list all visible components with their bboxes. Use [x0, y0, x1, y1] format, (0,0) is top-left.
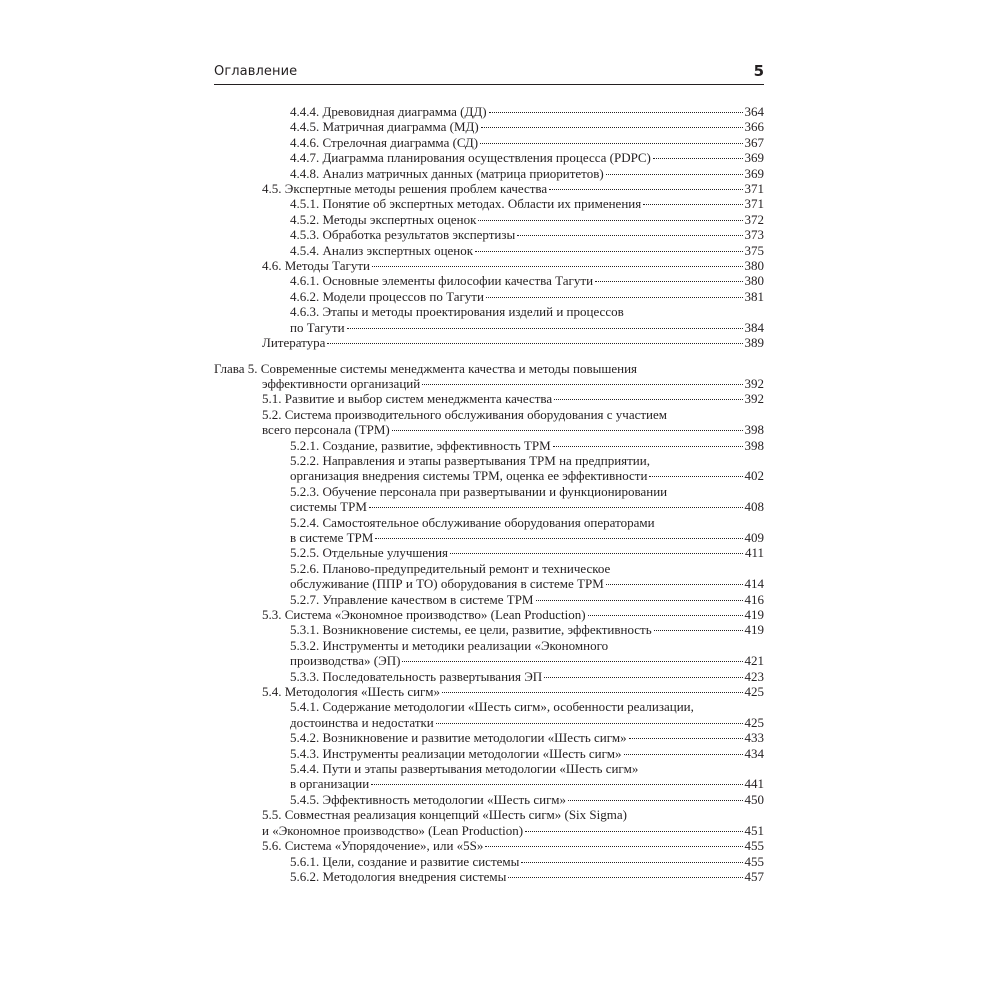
- toc-subsection-entry[interactable]: [214, 746, 764, 761]
- toc-entry-title: 5.3.3. Последовательность развертывания ЭП: [290, 668, 543, 684]
- toc-entry-page: 366: [744, 119, 764, 135]
- toc-subsection-entry[interactable]: [214, 730, 764, 745]
- toc-entry-page: 398: [744, 437, 764, 453]
- toc-entry-page: 434: [744, 745, 764, 761]
- toc-entry-title: 5.4.2. Возникновение и развитие методологии «Шесть сигм»: [290, 730, 627, 746]
- dot-leader: [653, 158, 743, 159]
- dot-leader: [392, 430, 743, 431]
- toc-subsection-entry[interactable]: [214, 119, 764, 134]
- toc-chapter-entry[interactable]: [214, 361, 764, 392]
- dot-leader: [624, 754, 743, 755]
- toc-entry-title: 4.6. Методы Тагути: [262, 258, 370, 274]
- toc-entry-page: 380: [744, 258, 764, 274]
- toc-entry-title: 5.2. Система производительного обслуживания оборудования с участием: [262, 406, 668, 422]
- toc-entry-title: 4.4.7. Диаграмма планирования осуществления процесса (PDPC): [290, 150, 651, 166]
- toc-section-entry[interactable]: [214, 607, 764, 622]
- running-header-title: Оглавление: [214, 64, 298, 79]
- toc-section-entry[interactable]: [214, 258, 764, 273]
- toc-subsection-entry[interactable]: [214, 212, 764, 227]
- dot-leader: [521, 862, 742, 863]
- dot-leader: [595, 281, 742, 282]
- toc-entry-title: 4.5.1. Понятие об экспертных методах. Области их применения: [290, 196, 642, 212]
- toc-entry-page: 433: [744, 730, 764, 746]
- table-of-contents: [214, 104, 764, 884]
- toc-entry-page: 367: [744, 134, 764, 150]
- toc-entry-page: 371: [744, 181, 764, 197]
- toc-entry-title: 5.2.4. Самостоятельное обслуживание оборудования операторами: [290, 514, 655, 530]
- toc-entry-title: 5.6.2. Методология внедрения системы: [290, 868, 507, 884]
- toc-subsection-entry[interactable]: [214, 854, 764, 869]
- toc-entry-title: 4.6.1. Основные элементы философии качества Тагути: [290, 273, 594, 289]
- toc-entry-title: 5.4. Методология «Шесть сигм»: [262, 684, 440, 700]
- toc-entry-page: 441: [744, 776, 764, 792]
- dot-leader: [643, 204, 742, 205]
- dot-leader: [375, 538, 742, 539]
- toc-entry-title: 4.5.2. Методы экспертных оценок: [290, 211, 477, 227]
- dot-leader: [649, 476, 742, 477]
- dot-leader: [327, 343, 742, 344]
- toc-entry-title: 5.1. Развитие и выбор систем менеджмента качества: [262, 391, 553, 407]
- toc-subsection-entry[interactable]: [214, 638, 764, 669]
- toc-entry-title: 4.6.3. Этапы и методы проектирования изделий и процессов: [290, 304, 624, 320]
- toc-subsection-entry[interactable]: [214, 545, 764, 560]
- toc-entry-page: 451: [744, 822, 764, 838]
- dot-leader: [544, 677, 742, 678]
- dot-leader: [402, 661, 742, 662]
- toc-entry-title: Глава 5. Современные системы менеджмента качества и методы повышения: [214, 360, 638, 376]
- toc-entry-page: 455: [744, 853, 764, 869]
- toc-entry-page: 450: [744, 791, 764, 807]
- toc-entry-title: производства» (ЭП): [290, 653, 401, 669]
- toc-subsection-entry[interactable]: [214, 166, 764, 181]
- toc-subsection-entry[interactable]: [214, 196, 764, 211]
- running-header: [214, 62, 764, 85]
- dot-leader: [478, 220, 742, 221]
- toc-entry-title: эффективности организаций: [262, 375, 421, 391]
- toc-entry-title: 4.5.3. Обработка результатов экспертизы: [290, 227, 516, 243]
- toc-section-entry[interactable]: [214, 391, 764, 406]
- toc-entry-title: и «Экономное производство» (Lean Production): [262, 822, 524, 838]
- dot-leader: [536, 600, 743, 601]
- toc-subsection-entry[interactable]: [214, 150, 764, 165]
- toc-entry-title: 4.5. Экспертные методы решения проблем качества: [262, 181, 548, 197]
- dot-leader: [480, 143, 742, 144]
- toc-entry-title: 5.2.3. Обучение персонала при развертывании и функционировании: [290, 483, 668, 499]
- dot-leader: [347, 328, 743, 329]
- toc-entry-title: 5.2.5. Отдельные улучшения: [290, 545, 449, 561]
- dot-leader: [568, 800, 743, 801]
- toc-entry-page: 425: [744, 684, 764, 700]
- toc-entry-page: 380: [744, 273, 764, 289]
- toc-entry-title: 4.5.4. Анализ экспертных оценок: [290, 242, 474, 258]
- dot-leader: [654, 630, 743, 631]
- toc-entry-page: 384: [744, 319, 764, 335]
- page-number: 5: [753, 62, 764, 80]
- toc-entry-title: 5.2.6. Планово-предупредительный ремонт и техническое: [290, 560, 611, 576]
- toc-subsection-entry[interactable]: [214, 622, 764, 637]
- toc-entry-page: 408: [744, 499, 764, 515]
- dot-leader: [606, 584, 743, 585]
- toc-subsection-entry[interactable]: [214, 135, 764, 150]
- toc-entry-page: 421: [744, 653, 764, 669]
- toc-entry-title: 5.2.1. Создание, развитие, эффективность TPM: [290, 437, 551, 453]
- toc-entry-page: 392: [744, 391, 764, 407]
- toc-subsection-entry[interactable]: [214, 561, 764, 592]
- toc-entry-page: 425: [744, 714, 764, 730]
- dot-leader: [475, 251, 742, 252]
- toc-entry-title: системы TPM: [290, 499, 367, 515]
- dot-leader: [606, 174, 743, 175]
- toc-entry-page: 455: [744, 838, 764, 854]
- toc-entry-title: достоинства и недостатки: [290, 714, 434, 730]
- dot-leader: [553, 446, 743, 447]
- toc-entry-title: 5.4.4. Пути и этапы развертывания методологии «Шесть сигм»: [290, 761, 639, 777]
- toc-entry-page: 457: [744, 868, 764, 884]
- dot-leader: [436, 723, 743, 724]
- toc-entry-page: 372: [744, 211, 764, 227]
- toc-entry-title: Литература: [262, 335, 326, 351]
- toc-entry-title: организация внедрения системы TPM, оценка ее эффективности: [290, 468, 648, 484]
- toc-entry-title: 5.6.1. Цели, создание и развитие системы: [290, 853, 520, 869]
- dot-leader: [588, 615, 743, 616]
- toc-entry-title: 5.5. Совместная реализация концепций «Шесть сигм» (Six Sigma): [262, 807, 627, 823]
- dot-leader: [629, 738, 743, 739]
- dot-leader: [508, 877, 742, 878]
- toc-subsection-entry[interactable]: [214, 453, 764, 484]
- dot-leader: [489, 112, 743, 113]
- toc-entry-page: 409: [744, 529, 764, 545]
- dot-leader: [554, 399, 742, 400]
- toc-entry-page: 371: [744, 196, 764, 212]
- toc-entry-title: 5.3.1. Возникновение системы, ее цели, развитие, эффективность: [290, 622, 652, 638]
- toc-entry-title: 4.6.2. Модели процессов по Тагути: [290, 288, 484, 304]
- toc-subsection-entry[interactable]: [214, 438, 764, 453]
- dot-leader: [481, 127, 743, 128]
- toc-subsection-entry[interactable]: [214, 669, 764, 684]
- toc-entry-title: обслуживание (ППР и ТО) оборудования в системе TPM: [290, 576, 604, 592]
- toc-subsection-entry[interactable]: [214, 227, 764, 242]
- toc-subsection-entry[interactable]: [214, 761, 764, 792]
- toc-subsection-entry[interactable]: [214, 592, 764, 607]
- toc-subsection-entry[interactable]: [214, 273, 764, 288]
- toc-entry-page: 398: [744, 422, 764, 438]
- toc-entry-title: 5.6. Система «Упорядочение», или «5S»: [262, 838, 484, 854]
- toc-entry-title: 5.4.3. Инструменты реализации методологии «Шесть сигм»: [290, 745, 622, 761]
- toc-entry-title: 4.4.6. Стрелочная диаграмма (СД): [290, 134, 479, 150]
- toc-entry-page: 414: [744, 576, 764, 592]
- dot-leader: [371, 784, 742, 785]
- toc-subsection-entry[interactable]: [214, 792, 764, 807]
- toc-entry-title: в организации: [290, 776, 370, 792]
- toc-section-entry[interactable]: [214, 684, 764, 699]
- toc-section-entry[interactable]: [214, 407, 764, 438]
- toc-section-entry[interactable]: [214, 335, 764, 350]
- dot-leader: [442, 692, 743, 693]
- toc-entry-page: 369: [744, 150, 764, 166]
- toc-subsection-entry[interactable]: [214, 243, 764, 258]
- dot-leader: [369, 507, 743, 508]
- dot-leader: [422, 384, 742, 385]
- dot-leader: [372, 266, 743, 267]
- toc-entry-title: по Тагути: [290, 319, 345, 335]
- toc-subsection-entry[interactable]: [214, 484, 764, 515]
- toc-subsection-entry[interactable]: [214, 289, 764, 304]
- toc-entry-page: 381: [744, 288, 764, 304]
- toc-entry-title: 5.4.1. Содержание методологии «Шесть сигм», особенности реализации,: [290, 699, 694, 715]
- toc-entry-title: в системе TPM: [290, 529, 374, 545]
- toc-entry-title: 5.4.5. Эффективность методологии «Шесть сигм»: [290, 791, 566, 807]
- dot-leader: [517, 235, 742, 236]
- toc-entry-page: 416: [744, 591, 764, 607]
- toc-entry-page: 419: [744, 607, 764, 622]
- toc-entry-title: 5.3. Система «Экономное производство» (Lean Production): [262, 607, 586, 622]
- dot-leader: [450, 553, 743, 554]
- toc-entry-page: 375: [744, 242, 764, 258]
- toc-section-entry[interactable]: [214, 838, 764, 853]
- toc-entry-page: 392: [744, 375, 764, 391]
- toc-entry-title: 5.3.2. Инструменты и методики реализации «Экономного: [290, 637, 609, 653]
- toc-entry-title: 5.2.2. Направления и этапы развертывания TPM на предприятии,: [290, 452, 650, 468]
- dot-leader: [549, 189, 742, 190]
- toc-entry-page: 423: [744, 668, 764, 684]
- toc-entry-page: 373: [744, 227, 764, 243]
- toc-entry-title: 4.4.4. Древовидная диаграмма (ДД): [290, 104, 487, 119]
- toc-chapter-gap: [214, 351, 764, 361]
- toc-section-entry[interactable]: [214, 181, 764, 196]
- toc-subsection-entry[interactable]: [214, 104, 764, 119]
- toc-entry-page: 419: [744, 622, 764, 638]
- toc-entry-title: всего персонала (TPM): [262, 422, 390, 438]
- toc-entry-page: 369: [744, 165, 764, 181]
- toc-subsection-entry[interactable]: [214, 869, 764, 884]
- toc-entry-title: 4.4.5. Матричная диаграмма (МД): [290, 119, 479, 135]
- toc-subsection-entry[interactable]: [214, 304, 764, 335]
- dot-leader: [525, 831, 742, 832]
- dot-leader: [485, 846, 742, 847]
- toc-entry-page: 389: [744, 335, 764, 351]
- toc-entry-title: 4.4.8. Анализ матричных данных (матрица приоритетов): [290, 165, 604, 181]
- toc-entry-page: 364: [744, 104, 764, 119]
- toc-entry-title: 5.2.7. Управление качеством в системе TPM: [290, 591, 534, 607]
- toc-subsection-entry[interactable]: [214, 515, 764, 546]
- toc-subsection-entry[interactable]: [214, 699, 764, 730]
- toc-section-entry[interactable]: [214, 807, 764, 838]
- toc-entry-page: 402: [744, 468, 764, 484]
- toc-entry-page: 411: [744, 545, 764, 561]
- dot-leader: [486, 297, 743, 298]
